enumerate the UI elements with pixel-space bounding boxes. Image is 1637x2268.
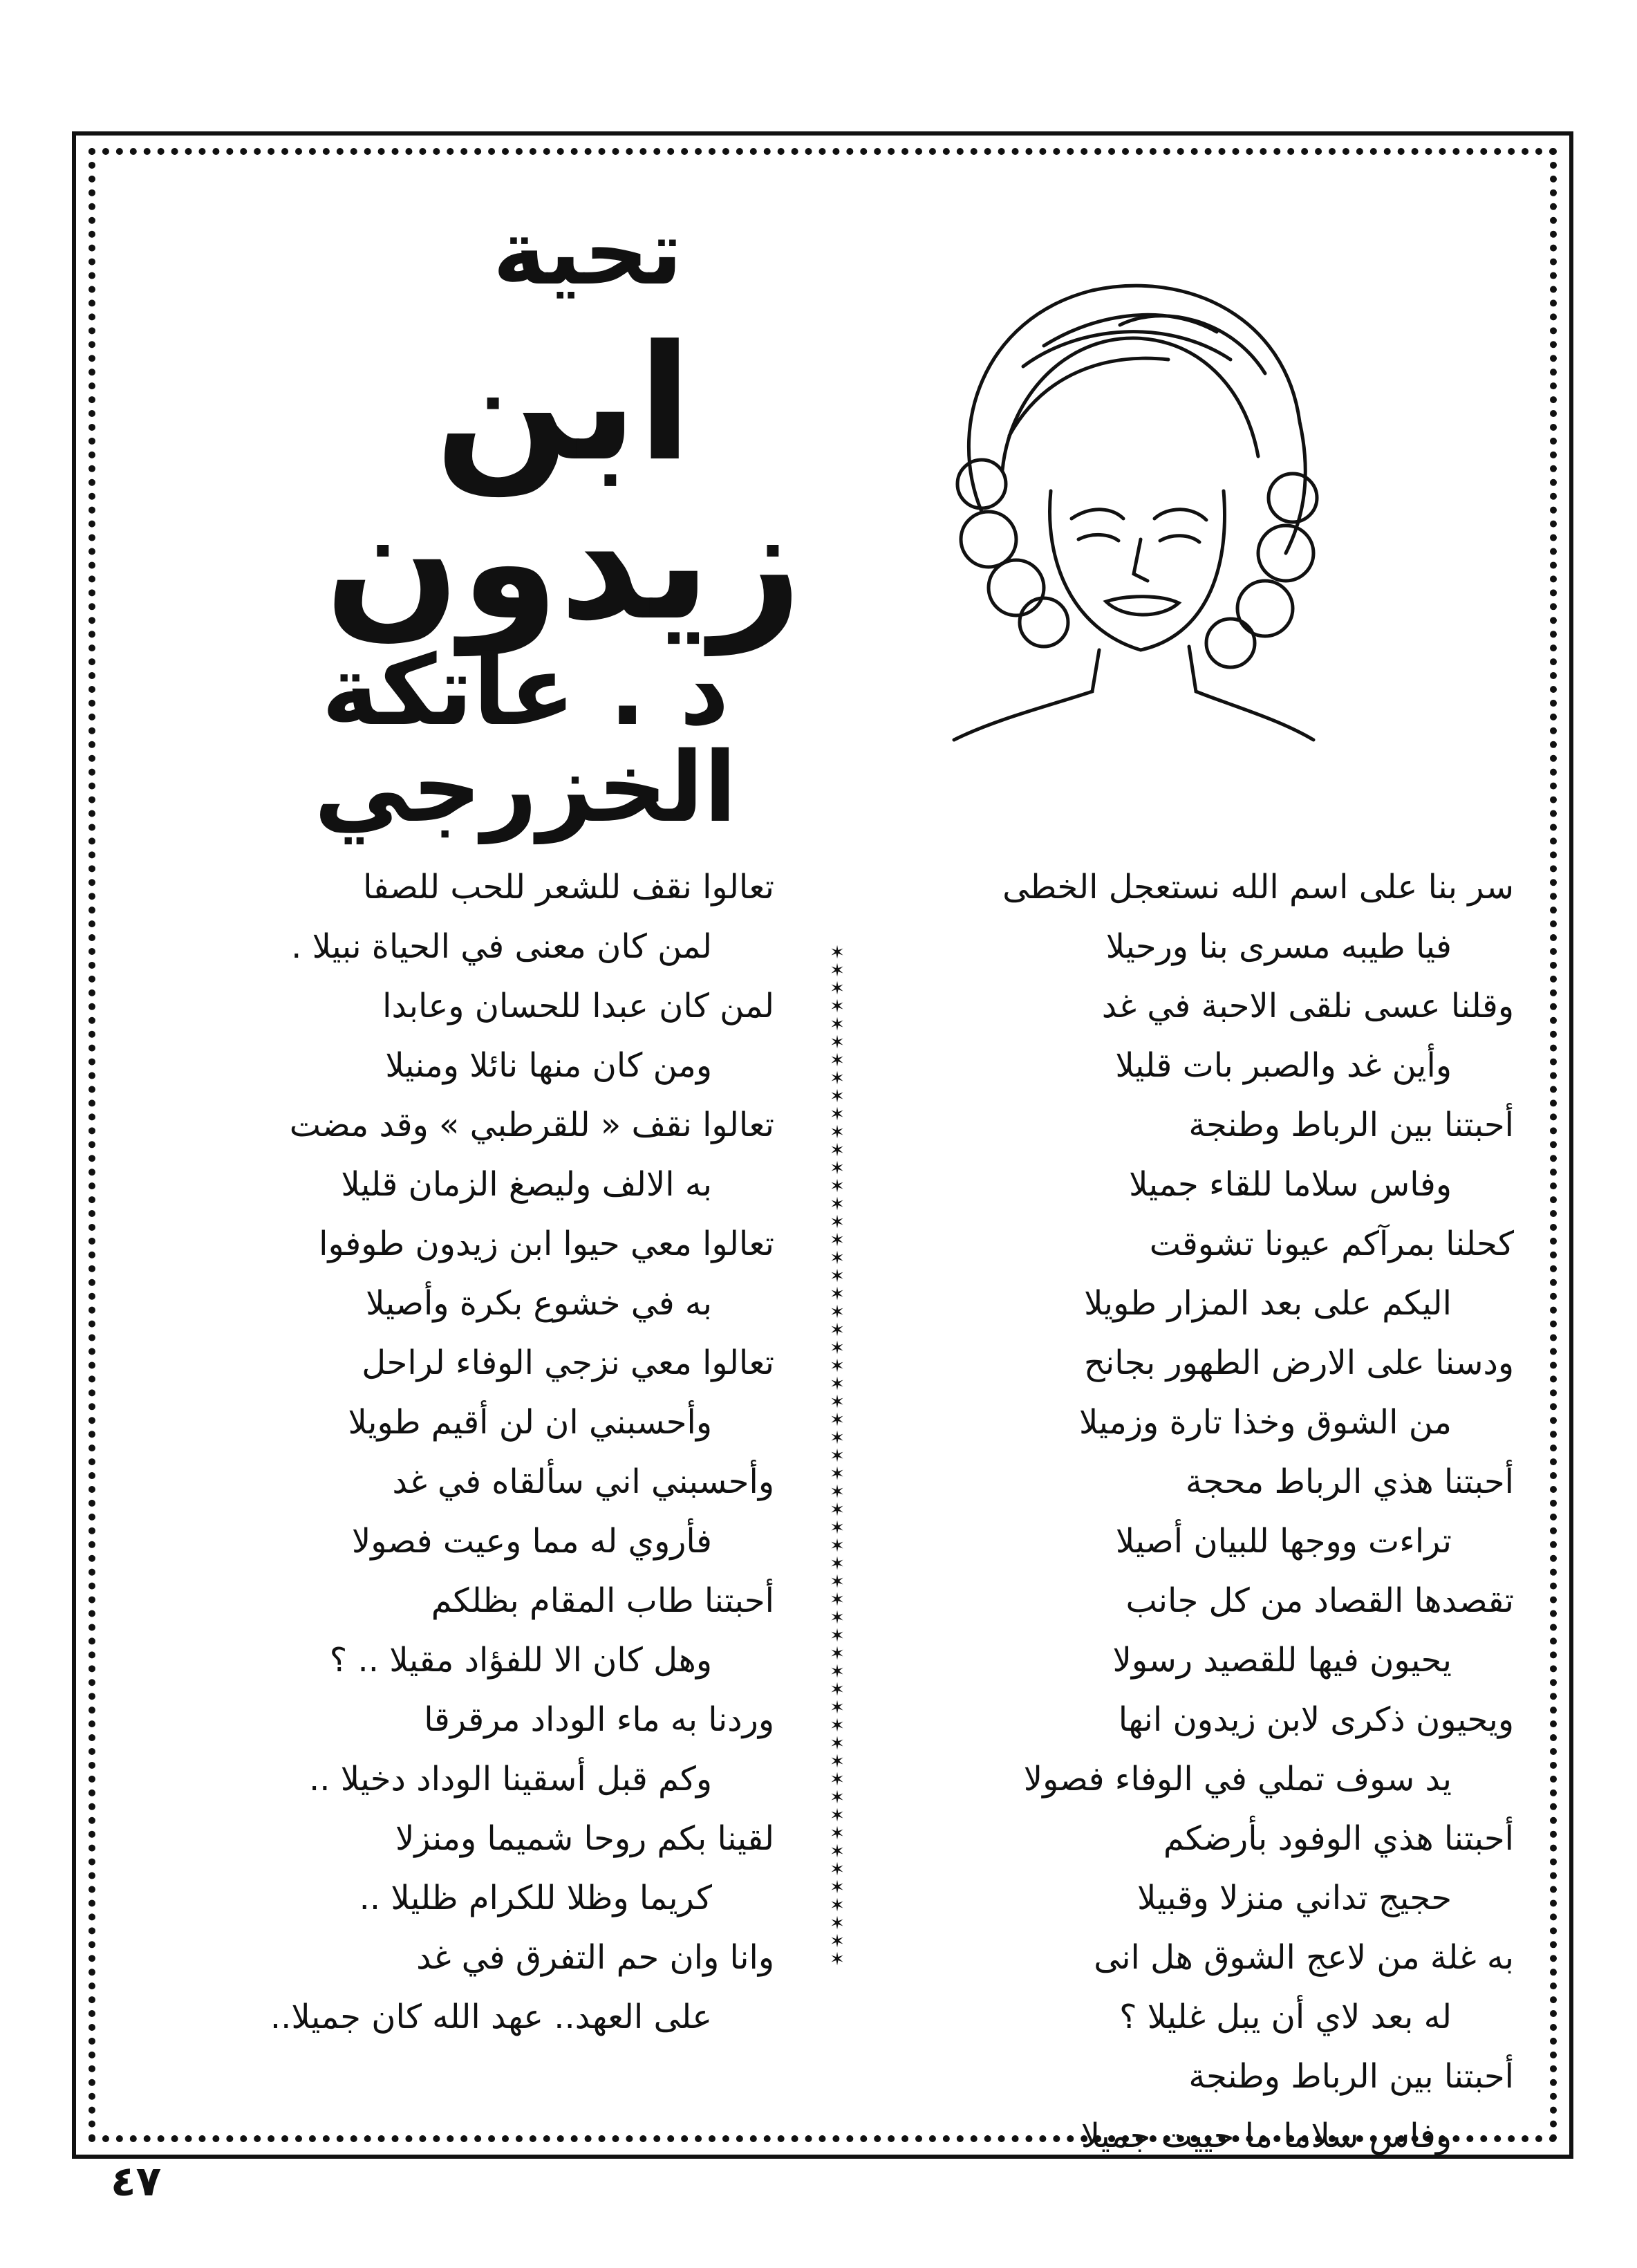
poem-line: حجيج تداني منزلا وقبيلا <box>1137 1879 1452 1917</box>
poem-line: على العهد.. عهد الله كان جميلا.. <box>270 1998 712 2036</box>
poem-line: من الشوق وخذا تارة وزميلا <box>1079 1403 1452 1442</box>
poem-line: وفاس سلاما للقاء جميلا <box>1129 1165 1452 1204</box>
poem-line: وفاس سلاما ما حييت جميلا <box>1081 2117 1452 2155</box>
poem-line: تعالوا نقف « للقرطبي » وقد مضت <box>289 1106 774 1144</box>
poem-line: تعالوا معي نزجي الوفاء لراحل <box>362 1344 774 1382</box>
poem-line: به غلة من لاعج الشوق هل انى <box>1094 1938 1514 1977</box>
poem-line: كحلنا بمرآكم عيونا تشوقت <box>1149 1225 1514 1263</box>
portrait-illustration <box>940 263 1327 747</box>
poem-line: تعالوا نقف للشعر للحب للصفا <box>363 868 774 907</box>
column-separator: ✶✶✶✶✶✶✶✶✶✶✶✶✶✶✶✶✶✶✶✶✶✶✶✶✶✶✶✶✶✶✶✶✶✶✶✶✶✶✶✶✶✶✶✶✶✶✶✶✶✶✶✶✶✶✶✶✶ <box>830 944 845 1970</box>
poem-line: ومن كان منها نائلا ومنيلا <box>385 1046 712 1085</box>
poem-line: ويحيون ذكرى لابن زيدون انها <box>1118 1700 1514 1739</box>
page-number: ٤٧ <box>111 2157 162 2206</box>
poem-line: وقلنا عسى نلقى الاحبة في غد <box>1101 987 1514 1025</box>
poem-line: وانا وان حم التفرق في غد <box>416 1938 774 1977</box>
title-main: ابن زيدون <box>324 312 803 656</box>
poem-line: به الالف وليصغ الزمان قليلا <box>341 1165 712 1204</box>
poem-column-left <box>138 857 774 2047</box>
poem-line: وأين غد والصبر بات قليلا <box>1115 1046 1452 1085</box>
poem-line: له بعد لاي أن يبل غليلا ؟ <box>1119 1998 1452 2036</box>
poem-line: ودسنا على الارض الطهور بجانح <box>1083 1344 1514 1382</box>
poem-line: أحبتنا بين الرباط وطنجة <box>1188 1106 1514 1144</box>
poem-line: يد سوف تملي في الوفاء فصولا <box>1023 1760 1452 1798</box>
poem-line: لقينا بكم روحا شميما ومنزلا <box>395 1819 774 1858</box>
poem-column-right <box>850 857 1514 2166</box>
poem-line: وكم قبل أسقينا الوداد دخيلا .. <box>308 1760 712 1798</box>
poem-line: سر بنا على اسم الله نستعجل الخطى <box>1002 868 1514 907</box>
poem-line: اليكم على بعد المزار طويلا <box>1084 1284 1452 1323</box>
poem-line: لمن كان معنى في الحياة نبيلا . <box>291 927 712 966</box>
poem-line: تراءت ووجها للبيان أصيلا <box>1115 1522 1452 1561</box>
poem-line: أحبتنا طاب المقام بظلكم <box>431 1581 774 1620</box>
title-greeting: تحية <box>492 200 683 305</box>
poem-line: وردنا به ماء الوداد مرقرقا <box>424 1700 774 1739</box>
poem-line: كريما وظلا للكرام ظليلا .. <box>359 1879 712 1917</box>
poem-line: وأحسبني اني سألقاه في غد <box>392 1462 774 1501</box>
poem-line: وهل كان الا للفؤاد مقيلا .. ؟ <box>329 1641 712 1680</box>
poem-line: وأحسبني ان لن أقيم طويلا <box>348 1403 712 1442</box>
poem-line: تعالوا معي حيوا ابن زيدون طوفوا <box>319 1225 774 1263</box>
author-name: د . عاتكة الخزرجي <box>314 635 737 844</box>
poem-line: به في خشوع بكرة وأصيلا <box>366 1284 712 1323</box>
poem-line: أحبتنا هذي الرباط محجة <box>1185 1462 1514 1501</box>
poem-line: فأروي له مما وعيت فصولا <box>351 1522 712 1561</box>
poem-line: فيا طيبه مسرى بنا ورحيلا <box>1105 927 1452 966</box>
poem-line: لمن كان عبدا للحسان وعابدا <box>382 987 774 1025</box>
poem-line: أحبتنا بين الرباط وطنجة <box>1188 2057 1514 2096</box>
poem-line: تقصدها القصاد من كل جانب <box>1125 1581 1514 1620</box>
poem-line: أحبتنا هذي الوفود بأرضكم <box>1163 1819 1514 1858</box>
poem-line: يحيون فيها للقصيد رسولا <box>1112 1641 1452 1680</box>
